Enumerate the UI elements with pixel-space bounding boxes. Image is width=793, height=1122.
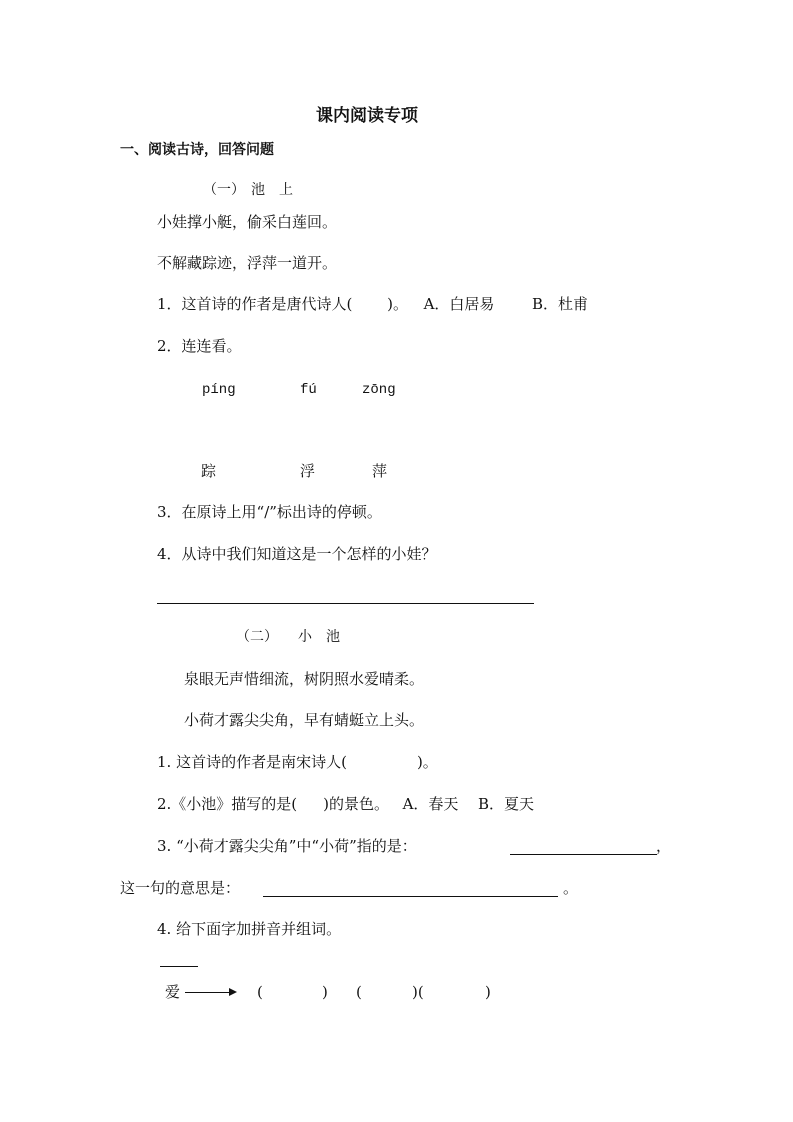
poem2-line-2: 小荷才露尖尖角，早有蜻蜓立上头。 [184, 711, 425, 729]
char-3: 萍 [372, 462, 388, 480]
poem2-question-1: 1. 这首诗的作者是南宋诗人( )。 [157, 753, 438, 771]
char-1: 踪 [201, 462, 217, 480]
option-b: B．夏天 [478, 795, 535, 813]
pinyin-2: fú [300, 382, 317, 398]
word-blank-3-close[interactable]: ) [485, 983, 491, 1001]
poem1-line-2: 不解藏踪迹，浮萍一道开。 [157, 254, 338, 272]
poem1-question-3: 3．在原诗上用“/”标出诗的停顿。 [157, 503, 382, 521]
word-blank-1-open[interactable]: ( [257, 983, 263, 1001]
poem1-question-4: 4．从诗中我们知道这是一个怎样的小娃？ [157, 545, 437, 563]
option-a: A．白居易 [423, 295, 495, 313]
poem1-question-1: 1．这首诗的作者是唐代诗人( )。 A．白居易 B．杜甫 [157, 295, 589, 313]
poem1-label: （一） 池 上 [203, 182, 293, 198]
word-blank-1-close[interactable]: ) [322, 983, 328, 1001]
comma: ， [656, 837, 672, 855]
poem2-question-3-cont: 这一句的意思是： [120, 879, 241, 897]
arrow-icon [229, 988, 237, 996]
poem2-question-4: 4. 给下面字加拼音并组词。 [157, 920, 342, 938]
poem1-line-1: 小娃撑小艇，偷采白莲回。 [157, 213, 338, 231]
poem2-question-3: 3. “小荷才露尖尖角”中“小荷”指的是： [157, 837, 417, 855]
word-blank-2-close-3-open[interactable]: )( [412, 983, 424, 1001]
char-2: 浮 [300, 462, 316, 480]
pinyin-1: píng [202, 382, 236, 398]
poem1-title: 池 上 [251, 182, 293, 198]
answer-line-xiaohe[interactable] [510, 854, 657, 855]
option-b: B．杜甫 [532, 295, 589, 313]
poem2-label: （二） 小 池 [236, 629, 340, 645]
answer-line-poem1-q4[interactable] [157, 603, 534, 604]
pinyin-3: zōng [362, 382, 396, 398]
poem2-title: 小 池 [298, 629, 340, 645]
period: 。 [563, 879, 579, 897]
pinyin-answer-line[interactable] [160, 966, 198, 967]
poem1-question-2: 2．连连看。 [157, 337, 242, 355]
page-title: 课内阅读专项 [316, 106, 418, 126]
arrow-line [185, 992, 230, 993]
target-char: 爱 [165, 983, 181, 1001]
option-a: A．春天 [402, 795, 459, 813]
poem2-question-2: 2.《小池》描写的是( )的景色。 A．春天 B．夏天 [157, 795, 535, 813]
section-heading: 一、阅读古诗，回答问题 [120, 142, 274, 158]
word-blank-2-open[interactable]: ( [356, 983, 362, 1001]
answer-line-meaning[interactable] [263, 896, 558, 897]
poem2-line-1: 泉眼无声惜细流，树阴照水爱晴柔。 [184, 670, 425, 688]
